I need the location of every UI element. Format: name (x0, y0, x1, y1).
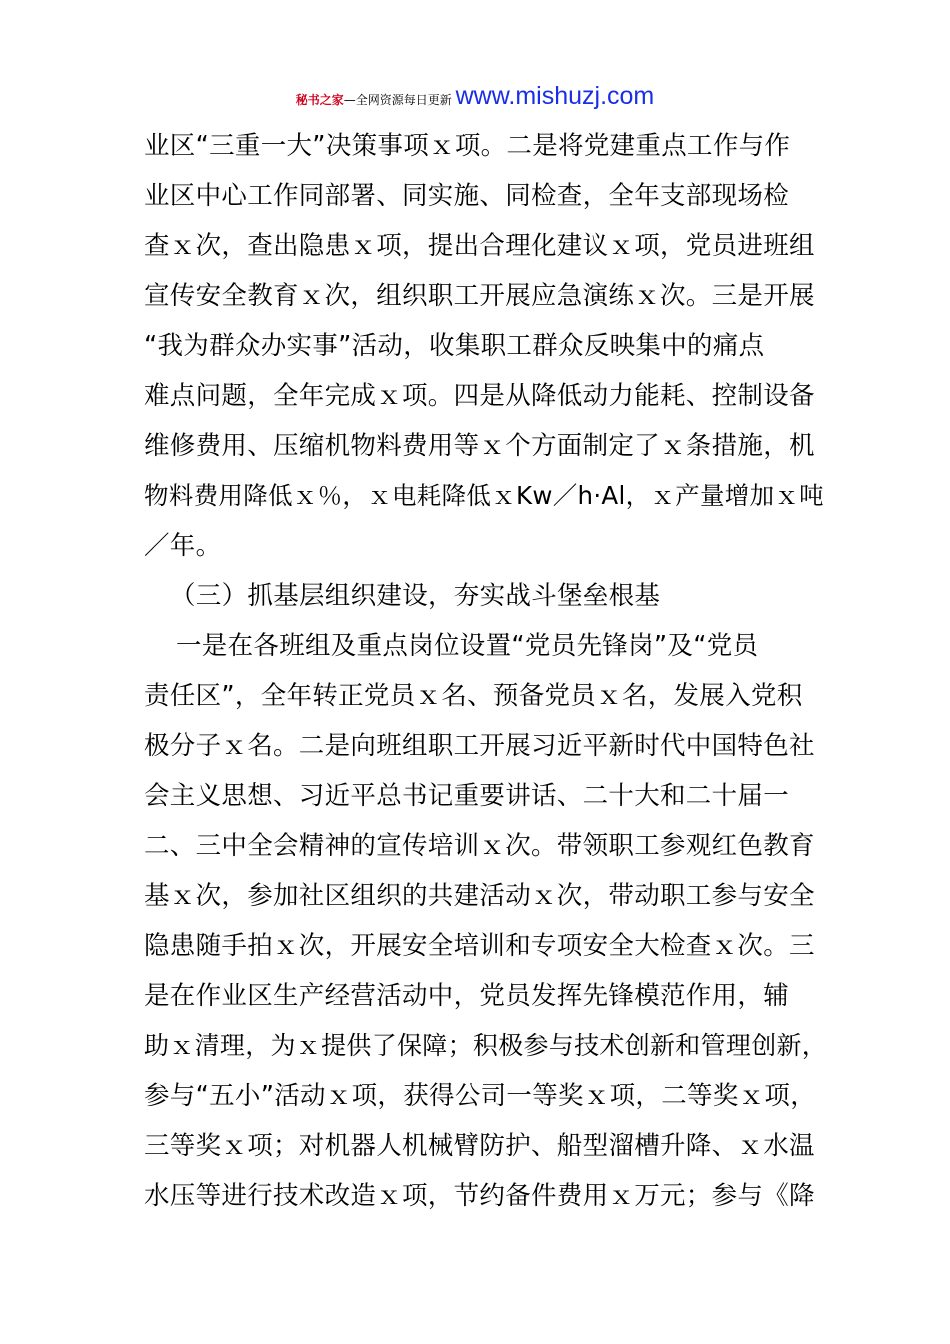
body-line: 物料费用降低ｘ％，ｘ电耗降低ｘKw／h·Al，ｘ产量增加ｘ吨 (144, 481, 824, 510)
body-line: 责任区”，全年转正党员ｘ名、预备党员ｘ名，发展入党积 (144, 681, 803, 711)
body-line: ／年。 (144, 531, 222, 561)
body-line: 维修费用、压缩机物料费用等ｘ个方面制定了ｘ条措施，机 (144, 431, 815, 461)
body-line: 极分子ｘ名。二是向班组职工开展习近平新时代中国特色社 (144, 731, 815, 761)
body-line: 会主义思想、习近平总书记重要讲话、二十大和二十届一 (144, 781, 790, 811)
body-line: 宣传安全教育ｘ次，组织职工开展应急演练ｘ次。三是开展 (144, 281, 815, 311)
body-line: 查ｘ次，查出隐患ｘ项，提出合理化建议ｘ项，党员进班组 (144, 231, 815, 261)
section-heading: （三）抓基层组织建设，夯实战斗堡垒根基 (170, 581, 661, 611)
site-tagline: —全网资源每日更新 (343, 93, 456, 107)
body-line: 难点问题，全年完成ｘ项。四是从降低动力能耗、控制设备 (144, 381, 815, 411)
body-line: 基ｘ次，参加社区组织的共建活动ｘ次，带动职工参与安全 (144, 881, 815, 911)
body-line: 业区“三重一大”决策事项ｘ项。二是将党建重点工作与作 (144, 131, 791, 161)
body-line: 助ｘ清理，为ｘ提供了保障；积极参与技术创新和管理创新， (144, 1031, 828, 1060)
site-header (0, 80, 950, 116)
body-line: 业区中心工作同部署、同实施、同检查，全年支部现场检 (144, 181, 790, 211)
site-brand: 秘书之家 (295, 93, 344, 107)
body-line: 参与“五小”活动ｘ项，获得公司一等奖ｘ项，二等奖ｘ项， (144, 1081, 817, 1111)
body-line: 是在作业区生产经营活动中，党员发挥先锋模范作用，辅 (144, 981, 790, 1011)
body-line: 水压等进行技术改造ｘ项，节约备件费用ｘ万元；参与《降 (144, 1181, 815, 1211)
body-line: 三等奖ｘ项；对机器人机械臂防护、船型溜槽升降、ｘ水温 (144, 1131, 815, 1161)
body-line: 隐患随手拍ｘ次，开展安全培训和专项安全大检查ｘ次。三 (144, 931, 815, 961)
body-line: “我为群众办实事”活动，收集职工群众反映集中的痛点 (144, 331, 765, 361)
body-line: 二、三中全会精神的宣传培训ｘ次。带领职工参观红色教育 (144, 831, 815, 861)
site-url-link[interactable]: www.mishuzj.com (455, 82, 655, 110)
body-line: 一是在各班组及重点岗位设置“党员先锋岗”及“党员 (176, 631, 759, 661)
